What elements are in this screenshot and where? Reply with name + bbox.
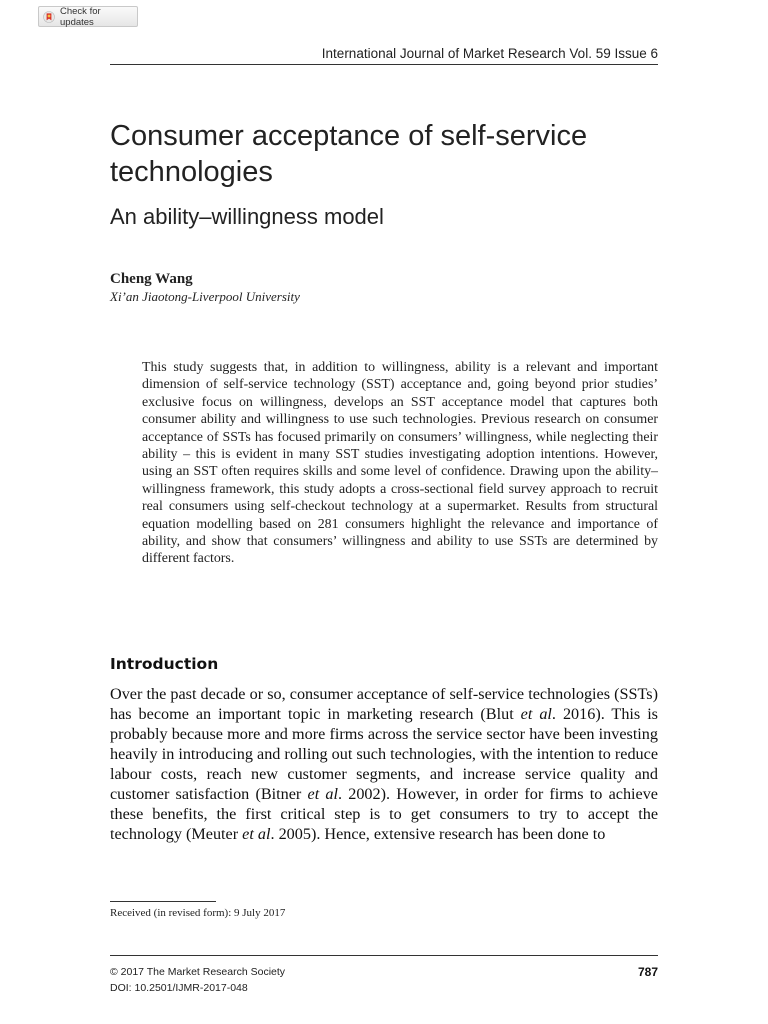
received-note: Received (in revised form): 9 July 2017 xyxy=(110,907,286,919)
citation-etal: et al xyxy=(520,705,552,723)
page-number: 787 xyxy=(637,965,658,979)
abstract: This study suggests that, in addition to willingness, ability is a relevant and important dimension of self-service technology (SST) acceptance and, going beyond prior studies’ exclusive focus on willingness, develops an SST acceptance model that captures both consumer ability and willingness to use such technologies. Previous research on consumer acceptance of SSTs has focused primarily on consumers’ willingness, while neglecting their ability – this is evident in many SST studies investigating adoption intentions. However, using an SST often requires skills and some level of confidence. Drawing upon the ability–willingness framework, this study adopts a cross-sectional field survey approach to recruit real consumers using self-checkout technology at a supermarket. Results from structural equation modelling based on 281 consumers highlight the relevance and importance of ability, and show that consumers’ willingness and ability to use SSTs are determined by different factors. xyxy=(142,360,658,567)
footer-rule xyxy=(110,955,658,956)
introduction-paragraph xyxy=(110,684,658,844)
running-head: International Journal of Market Research Vol. 59 Issue 6 xyxy=(321,46,658,61)
copyright: © 2017 The Market Research Society xyxy=(110,966,286,978)
check-for-updates-button[interactable] xyxy=(38,6,138,27)
intro-text-2: . 2016). This is probably because more and more firms across the service sector have been investing heavily in introducing and rolling out such technologies, with the intention to reduce labour costs, reach new customer segments, and increase service quality and customer satisfaction (Bitner xyxy=(110,705,659,803)
article-title: Consumer acceptance of self-service technologies xyxy=(110,120,588,188)
check-for-updates-label: Check for updates xyxy=(60,5,101,28)
crossmark-icon xyxy=(43,11,55,23)
intro-text-4: . 2005). Hence, extensive research has been done to xyxy=(270,825,606,843)
footnote-rule xyxy=(110,901,216,902)
author-affiliation: Xi’an Jiaotong-Liverpool University xyxy=(110,289,300,304)
header-rule xyxy=(110,64,658,65)
citation-etal: et al xyxy=(307,785,338,803)
citation-etal: et al xyxy=(242,825,271,843)
section-heading-introduction: Introduction xyxy=(110,655,219,673)
author-name: Cheng Wang xyxy=(110,271,193,287)
intro-text-1: Over the past decade or so, consumer acceptance of self-service technologies (SSTs) has become an important topic in marketing research (Blut xyxy=(110,685,658,723)
intro-text-3: . 2002). However, in order for firms to achieve these benefits, the first critical step is to get consumers to try to accept the technology (Meuter xyxy=(110,785,658,843)
article-subtitle: An ability–willingness model xyxy=(110,204,384,229)
doi: DOI: 10.2501/IJMR-2017-048 xyxy=(110,982,248,994)
